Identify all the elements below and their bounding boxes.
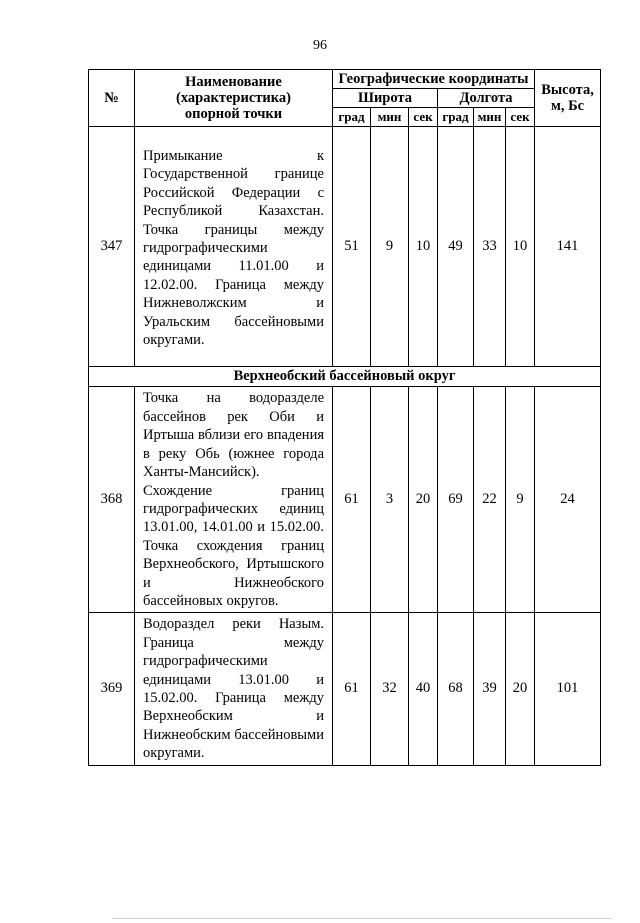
header-unit-lat-deg: град [333, 108, 371, 127]
table-row [89, 613, 601, 765]
lat-min: 9 [371, 127, 409, 367]
header-unit-lat-min: мин [371, 108, 409, 127]
scan-edge-line [112, 918, 612, 919]
header-unit-lon-sec: сек [506, 108, 535, 127]
lon-sec: 20 [506, 613, 535, 765]
lat-deg: 51 [333, 127, 371, 367]
header-height-line-1: Высота, [541, 82, 594, 98]
header-latitude: Широта [333, 89, 438, 108]
lon-sec: 10 [506, 127, 535, 367]
row-description: Водораздел реки Назым. Граница между гидрографическими единицами 13.01.00 и 15.02.00. Граница между Верхнеобским и Нижнеобским бассейновыми округами. [135, 613, 333, 765]
header-height [535, 70, 601, 127]
lon-min: 22 [474, 387, 506, 613]
header-unit-lat-sec: сек [409, 108, 438, 127]
header-unit-lon-min: мин [474, 108, 506, 127]
header-name-line-2: (характеристика) [176, 90, 291, 106]
lon-deg: 69 [438, 387, 474, 613]
row-description: Примыкание к Государственной границе Российской Федерации с Республикой Казахстан. Точка границы между гидрографическими единицами 11.01.00 и 12.02.00. Граница между Нижневолжским и Уральским бассейновыми округами. [135, 127, 333, 367]
lon-min: 39 [474, 613, 506, 765]
table-row [89, 387, 601, 613]
lon-sec: 9 [506, 387, 535, 613]
row-number: 368 [89, 387, 135, 613]
header-name-line-3: опорной точки [184, 106, 283, 122]
page-number: 96 [313, 38, 327, 53]
header-coordinates: Географические координаты [333, 70, 535, 89]
header-row-1 [89, 70, 601, 89]
header-unit-lon-deg: град [438, 108, 474, 127]
header-name [135, 70, 333, 127]
lat-sec: 20 [409, 387, 438, 613]
reference-points-table [88, 69, 601, 766]
lat-deg: 61 [333, 387, 371, 613]
row-description: Точка на водоразделе бассейнов рек Оби и Иртыша вблизи его впадения в реку Обь (южнее города Ханты-Мансийск). Схождение границ гидрографических единиц 13.01.00, 14.01.00 и 15.02.00. Точка схождения границ Верхнеобского, Иртышского и Нижнеобского бассейновых округов. [135, 387, 333, 613]
section-title: Верхнеобский бассейновый округ [89, 367, 601, 387]
row-number: 347 [89, 127, 135, 367]
height-value: 101 [535, 613, 601, 765]
table-row [89, 127, 601, 367]
header-longitude: Долгота [438, 89, 535, 108]
lat-sec: 10 [409, 127, 438, 367]
lat-min: 3 [371, 387, 409, 613]
section-row [89, 367, 601, 387]
lon-min: 33 [474, 127, 506, 367]
row-number: 369 [89, 613, 135, 765]
lat-min: 32 [371, 613, 409, 765]
lon-deg: 68 [438, 613, 474, 765]
height-value: 141 [535, 127, 601, 367]
lon-deg: 49 [438, 127, 474, 367]
header-name-line-1: Наименование [185, 74, 282, 90]
header-height-line-2: м, Бс [550, 98, 585, 114]
header-number: № [89, 70, 135, 127]
lat-deg: 61 [333, 613, 371, 765]
lat-sec: 40 [409, 613, 438, 765]
height-value: 24 [535, 387, 601, 613]
